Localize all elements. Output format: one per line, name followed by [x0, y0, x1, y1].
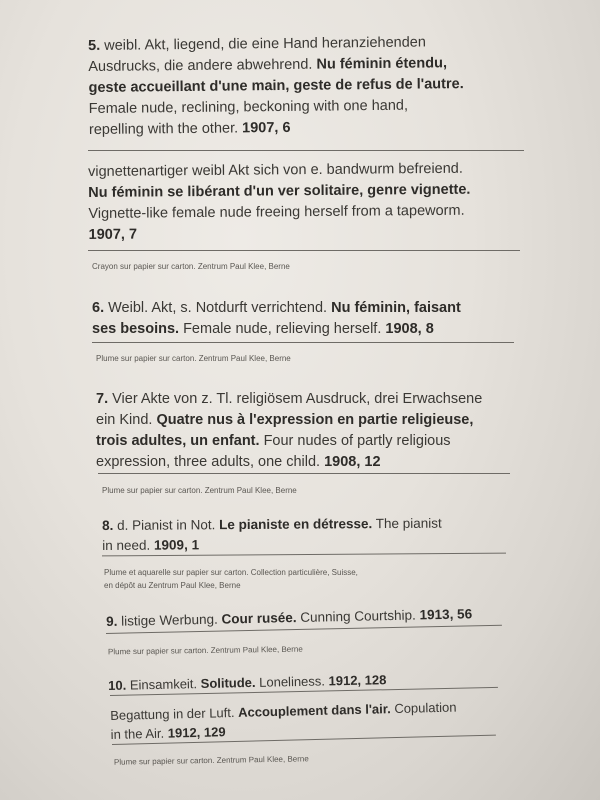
- english-text: Female nude, reclining, beckoning with one hand,: [88, 97, 409, 117]
- german-text: Weibl. Akt, s. Notdurft verrichtend.: [104, 300, 332, 316]
- entry-number: 8.: [102, 517, 114, 533]
- entry-line: [88, 201, 470, 225]
- entry-7: [96, 389, 482, 473]
- entry-8: [102, 514, 442, 556]
- entry-line: [96, 410, 482, 431]
- credit-line: Plume sur papier sur carton. Zentrum Paul Klee, Berne: [107, 644, 303, 657]
- divider-rule: [98, 473, 510, 474]
- english-text: Copulation: [390, 699, 457, 717]
- english-text: expression, three adults, one child.: [96, 454, 325, 470]
- entry-line: [89, 116, 464, 141]
- entry-line: [96, 452, 482, 473]
- entry-9: [106, 604, 472, 632]
- french-title: Cour rusée.: [221, 610, 297, 627]
- credit-line: Plume et aquarelle sur papier sur carton. Collection particulière, Suisse,: [104, 568, 358, 577]
- entry-line: [89, 222, 471, 246]
- entry-6: [92, 298, 461, 340]
- german-text: Ausdrucks, die andere abwehrend.: [88, 56, 317, 75]
- english-text: Four nudes of partly religious: [259, 433, 451, 449]
- credit-line: Crayon sur papier sur carton. Zentrum Paul Klee, Berne: [92, 262, 290, 271]
- french-title: Nu féminin étendu,: [316, 55, 448, 73]
- german-text: d. Pianist in Not.: [113, 517, 220, 533]
- english-text: Vignette-like female nude freeing herself from a tapeworm.: [88, 202, 465, 222]
- french-title: geste accueillant d'une main, geste de refus de l'autre.: [88, 76, 464, 96]
- entry-line: [89, 95, 464, 120]
- credit-line: Plume sur papier sur carton. Zentrum Paul Klee, Berne: [96, 354, 291, 363]
- english-text: repelling with the other.: [88, 120, 243, 138]
- credit-line: en dépôt au Zentrum Paul Klee, Berne: [104, 581, 241, 590]
- entry-line: [106, 604, 472, 632]
- entry-line: [92, 298, 461, 319]
- date-number: 1907, 7: [88, 226, 138, 243]
- french-title: trois adultes, un enfant.: [96, 433, 260, 449]
- english-text: Loneliness.: [255, 673, 329, 690]
- date-number: 1908, 12: [324, 454, 381, 470]
- german-text: ein Kind.: [96, 412, 157, 428]
- english-text: The pianist: [372, 515, 442, 532]
- french-title: Nu féminin, faisant: [331, 300, 461, 316]
- english-text: Cunning Courtship.: [296, 607, 420, 626]
- french-title: Accouplement dans l'air.: [237, 701, 391, 720]
- credit-line: Plume sur papier sur carton. Zentrum Paul Klee, Berne: [102, 486, 297, 495]
- entry-5: [88, 32, 464, 141]
- entry-5b: [88, 159, 471, 246]
- french-title: Nu féminin se libérant d'un ver solitaire, genre vignette.: [88, 181, 471, 201]
- date-number: 1908, 8: [385, 321, 434, 337]
- date-number: 1907, 6: [242, 119, 291, 137]
- german-text: Vier Akte von z. Tl. religiösem Ausdruck, drei Erwachsene: [108, 391, 483, 407]
- entry-number: 10.: [108, 677, 127, 693]
- divider-rule: [88, 250, 520, 251]
- entry-number: 9.: [106, 613, 118, 629]
- date-number: 1913, 56: [419, 606, 473, 623]
- german-text: weibl. Akt, liegend, die eine Hand heranziehenden: [100, 34, 426, 54]
- date-number: 1912, 128: [328, 672, 387, 689]
- german-text: vignettenartiger weibl Akt sich von e. bandwurm befreiend.: [88, 160, 463, 180]
- german-text: Einsamkeit.: [126, 676, 201, 693]
- english-text: Female nude, relieving herself.: [179, 321, 386, 337]
- french-title: Solitude.: [200, 674, 256, 692]
- divider-rule: [88, 150, 524, 151]
- entry-number: 6.: [92, 300, 105, 316]
- french-title: ses besoins.: [92, 321, 180, 337]
- entry-number: 5.: [88, 37, 101, 54]
- date-number: 1909, 1: [153, 537, 200, 553]
- date-number: 1912, 129: [167, 724, 226, 741]
- german-text: listige Werbung.: [117, 611, 222, 629]
- french-title: Quatre nus à l'expression en partie religieuse,: [156, 412, 474, 428]
- divider-rule: [92, 342, 514, 343]
- english-text: in the Air.: [110, 725, 168, 742]
- entry-number: 7.: [96, 391, 109, 407]
- french-title: Le pianiste en détresse.: [219, 516, 373, 533]
- german-text: Begattung in der Luft.: [110, 704, 239, 723]
- entry-line: [92, 319, 461, 340]
- entry-line: [96, 389, 482, 410]
- entry-line: [102, 514, 442, 536]
- entry-line: [96, 431, 482, 452]
- english-text: in need.: [102, 537, 155, 553]
- credit-line: Plume sur papier sur carton. Zentrum Paul Klee, Berne: [113, 754, 309, 767]
